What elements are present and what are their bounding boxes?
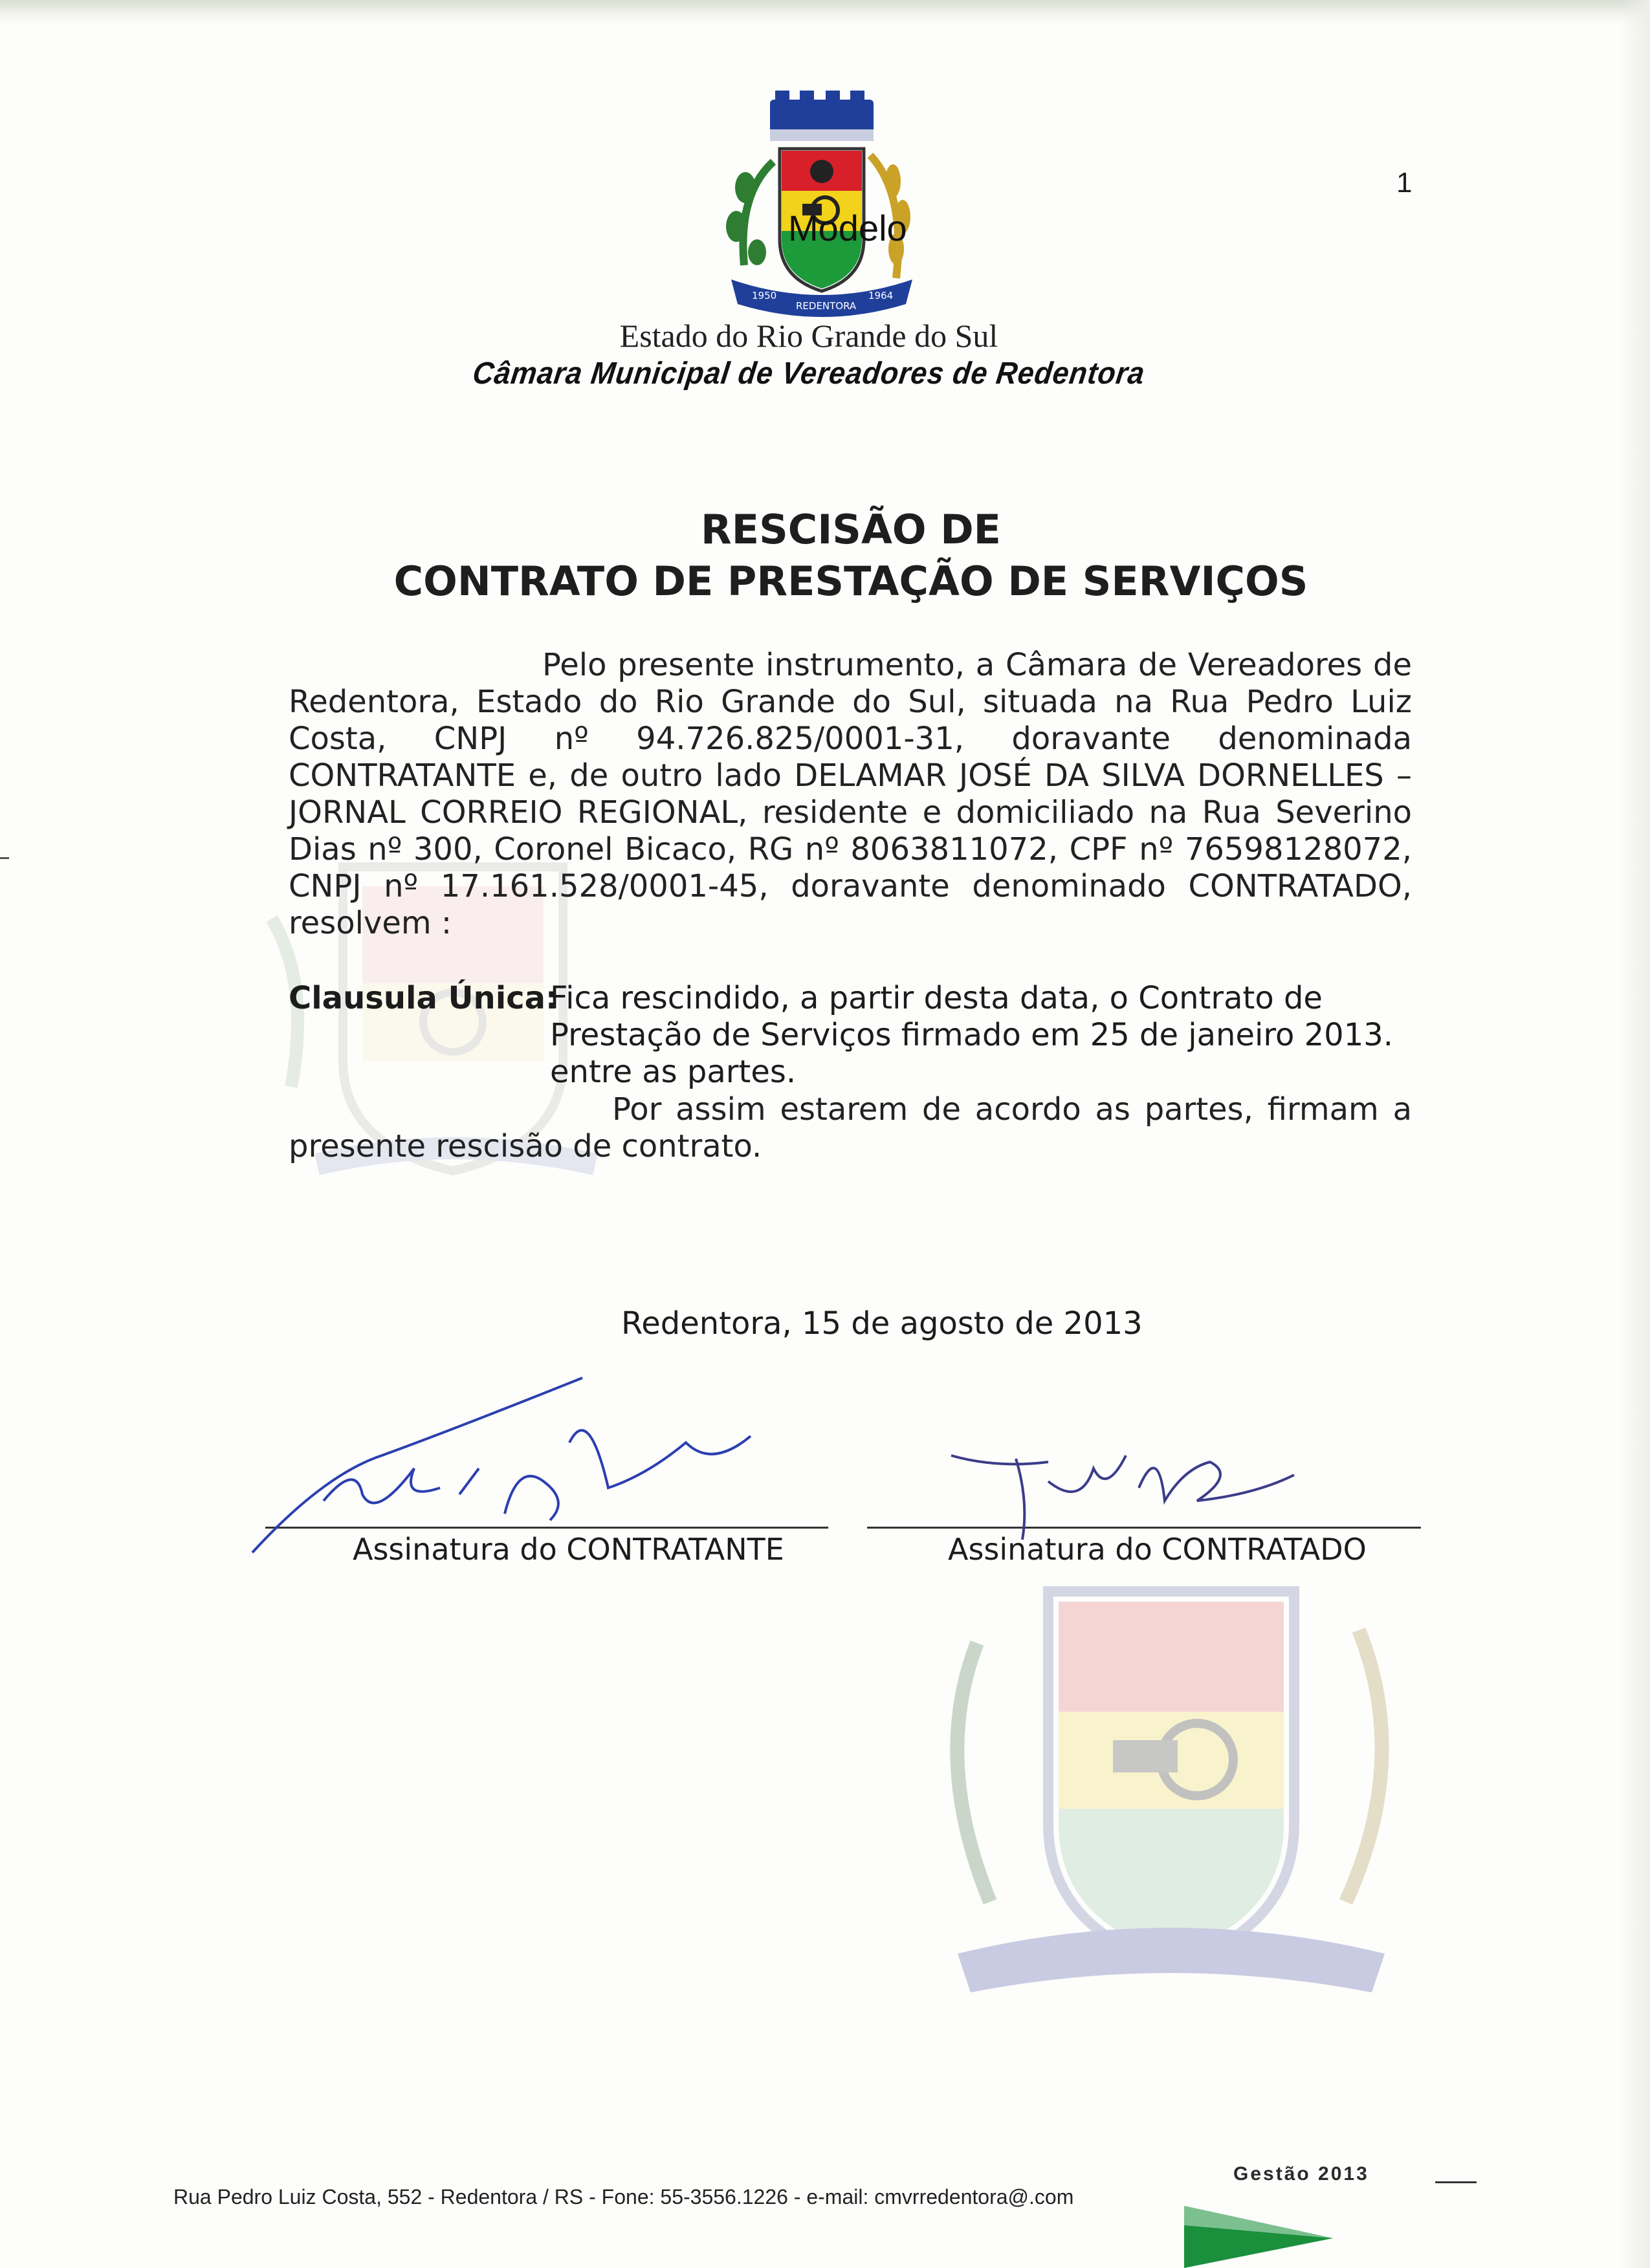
clause-label: Clausula Única: — [289, 980, 558, 1016]
footer-dash — [1435, 2181, 1477, 2183]
clause-text: Fica rescindido, a partir desta data, o Contrato de Prestação de Serviços firmado em 25 de janeiro 2013. entre as partes. — [550, 980, 1394, 1090]
model-overlay-text: Modelo — [788, 208, 907, 248]
svg-text:1950: 1950 — [752, 290, 777, 301]
watermark-crest-icon — [893, 1565, 1449, 2005]
signature-contractor-icon — [246, 1365, 802, 1559]
scan-top-edge — [0, 0, 1650, 26]
signature-contracted-icon — [945, 1430, 1307, 1546]
scan-right-edge — [1620, 0, 1650, 2268]
signature-line-contracted — [867, 1527, 1421, 1529]
page-number: 1 — [1396, 167, 1413, 199]
signature-line-contractor — [265, 1527, 828, 1529]
svg-text:1964: 1964 — [868, 290, 894, 301]
agreement-paragraph: Por assim estarem de acordo as partes, firmam a presente rescisão de contrato. — [289, 1091, 1412, 1164]
chamber-name: Câmara Municipal de Vereadores de Redentora — [470, 356, 1147, 391]
date-line: Redentora, 15 de agosto de 2013 — [621, 1305, 1143, 1342]
state-name: Estado do Rio Grande do Sul — [619, 318, 998, 354]
signature-label-contractor: Assinatura do CONTRATANTE — [353, 1532, 784, 1567]
document-title-line-1: RESCISÃO DE — [700, 506, 1002, 553]
signature-label-contracted: Assinatura do CONTRATADO — [948, 1532, 1367, 1567]
footer-address: Rua Pedro Luiz Costa, 552 - Redentora / RS - Fone: 55-3556.1226 - e-mail: cmvrredentora@.com — [173, 2185, 1074, 2208]
margin-mark — [0, 857, 9, 859]
green-wedge-icon — [1184, 2199, 1333, 2268]
intro-paragraph: Pelo presente instrumento, a Câmara de Vereadores de Redentora, Estado do Rio Grande do Sul, situada na Rua Pedro Luiz Costa, CNPJ nº 94.726.825/0001-31, doravante denominada CONTRATANTE e, de outro lado DELAMAR JOSÉ DA SILVA DORNELLES – JORNAL CORREIO REGIONAL, residente e domiciliado na Rua Severino Dias nº 300, Coronel Bicaco, RG nº 8063811072, CPF nº 76598128072, CNPJ nº 17.161.528/0001-45, doravante denominado CONTRATADO, resolvem : — [289, 647, 1412, 941]
footer-year-badge: Gestão 2013 — [1233, 2163, 1369, 2185]
svg-text:REDENTORA: REDENTORA — [796, 300, 857, 312]
document-title-line-2: CONTRATO DE PRESTAÇÃO DE SERVIÇOS — [393, 558, 1308, 605]
